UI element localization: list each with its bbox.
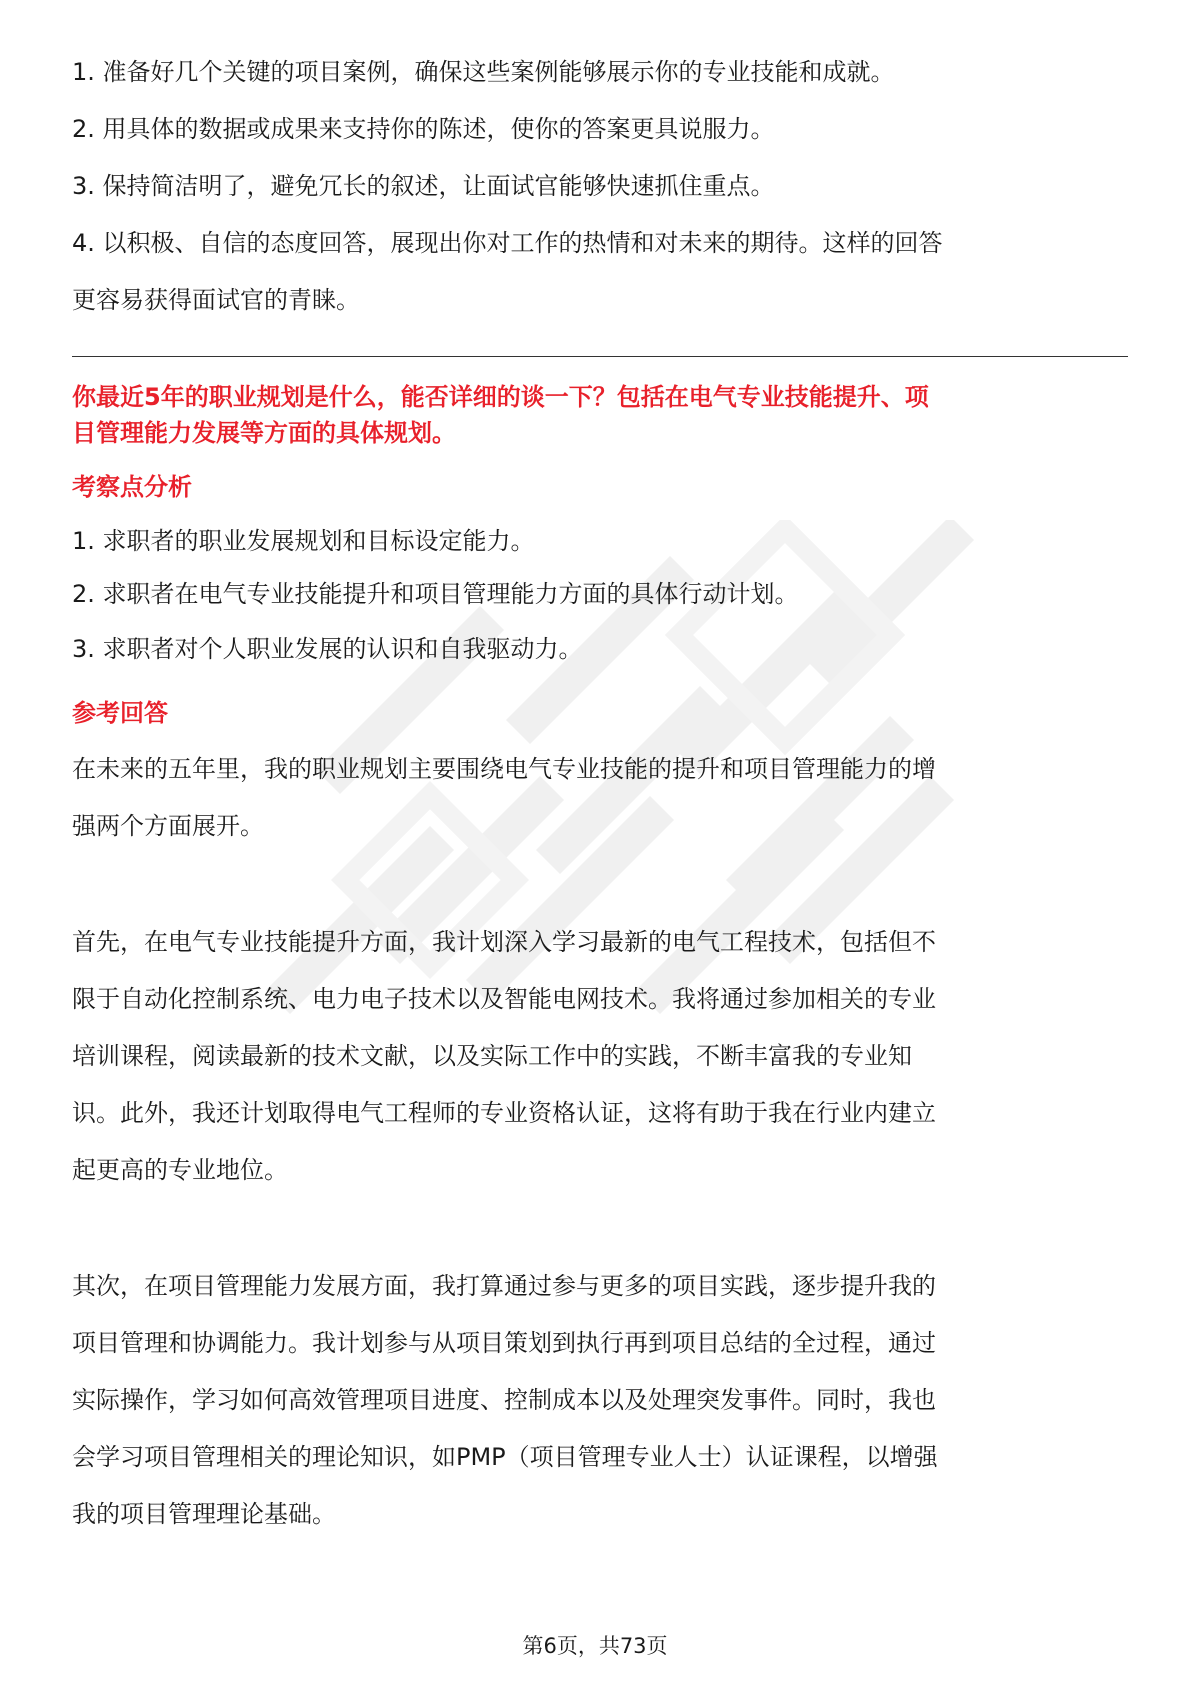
answer-line: 起更高的专业地位。 xyxy=(72,1156,288,1184)
answer-line: 项目管理和协调能力。我计划参与从项目策划到执行再到项目总结的全过程，通过 xyxy=(72,1329,936,1357)
answer-line: 首先，在电气专业技能提升方面，我计划深入学习最新的电气工程技术，包括但不 xyxy=(72,928,936,956)
analysis-item: 1. 求职者的职业发展规划和目标设定能力。 xyxy=(72,527,535,555)
tips-item-continuation: 更容易获得面试官的青睐。 xyxy=(72,286,360,314)
tips-list xyxy=(72,44,1128,329)
paragraph-gap xyxy=(72,1199,1128,1258)
answer-line: 识。此外，我还计划取得电气工程师的专业资格认证，这将有助于我在行业内建立 xyxy=(72,1099,936,1127)
analysis-item: 3. 求职者对个人职业发展的认识和自我驱动力。 xyxy=(72,635,583,663)
tips-item: 4. 以积极、自信的态度回答，展现出你对工作的热情和对未来的期待。这样的回答 xyxy=(72,229,943,257)
answer-line: 会学习项目管理相关的理论知识，如PMP（项目管理专业人士）认证课程，以增强 xyxy=(72,1443,938,1471)
answer-line: 限于自动化控制系统、电力电子技术以及智能电网技术。我将通过参加相关的专业 xyxy=(72,985,936,1013)
tips-item: 1. 准备好几个关键的项目案例，确保这些案例能够展示你的专业技能和成就。 xyxy=(72,58,895,86)
answer-line: 在未来的五年里，我的职业规划主要围绕电气专业技能的提升和项目管理能力的增 xyxy=(72,755,936,783)
answer-line: 我的项目管理理论基础。 xyxy=(72,1500,336,1528)
analysis-title: 考察点分析 xyxy=(72,473,192,501)
question-heading xyxy=(72,379,1128,451)
answer-line: 其次，在项目管理能力发展方面，我打算通过参与更多的项目实践，逐步提升我的 xyxy=(72,1272,936,1300)
analysis-list xyxy=(72,515,1128,677)
analysis-item: 2. 求职者在电气专业技能提升和项目管理能力方面的具体行动计划。 xyxy=(72,580,799,608)
answer-paragraph-2 xyxy=(72,914,1128,1199)
page-number-footer: 第6页，共73页 xyxy=(522,1634,668,1658)
question-line: 目管理能力发展等方面的具体规划。 xyxy=(72,419,456,447)
answer-line: 强两个方面展开。 xyxy=(72,812,264,840)
question-line: 你最近5年的职业规划是什么，能否详细的谈一下？包括在电气专业技能提升、项 xyxy=(72,383,929,411)
section-divider xyxy=(72,356,1128,357)
tips-item: 3. 保持简洁明了，避免冗长的叙述，让面试官能够快速抓住重点。 xyxy=(72,172,775,200)
answer-line: 实际操作，学习如何高效管理项目进度、控制成本以及处理突发事件。同时，我也 xyxy=(72,1386,936,1414)
answer-paragraph-3 xyxy=(72,1258,1128,1543)
answer-paragraph-1 xyxy=(72,741,1128,855)
document-page xyxy=(72,44,1128,1543)
paragraph-gap xyxy=(72,855,1128,914)
answer-line: 培训课程，阅读最新的技术文献，以及实际工作中的实践，不断丰富我的专业知 xyxy=(72,1042,912,1070)
answer-title: 参考回答 xyxy=(72,699,168,727)
tips-item: 2. 用具体的数据或成果来支持你的陈述，使你的答案更具说服力。 xyxy=(72,115,775,143)
